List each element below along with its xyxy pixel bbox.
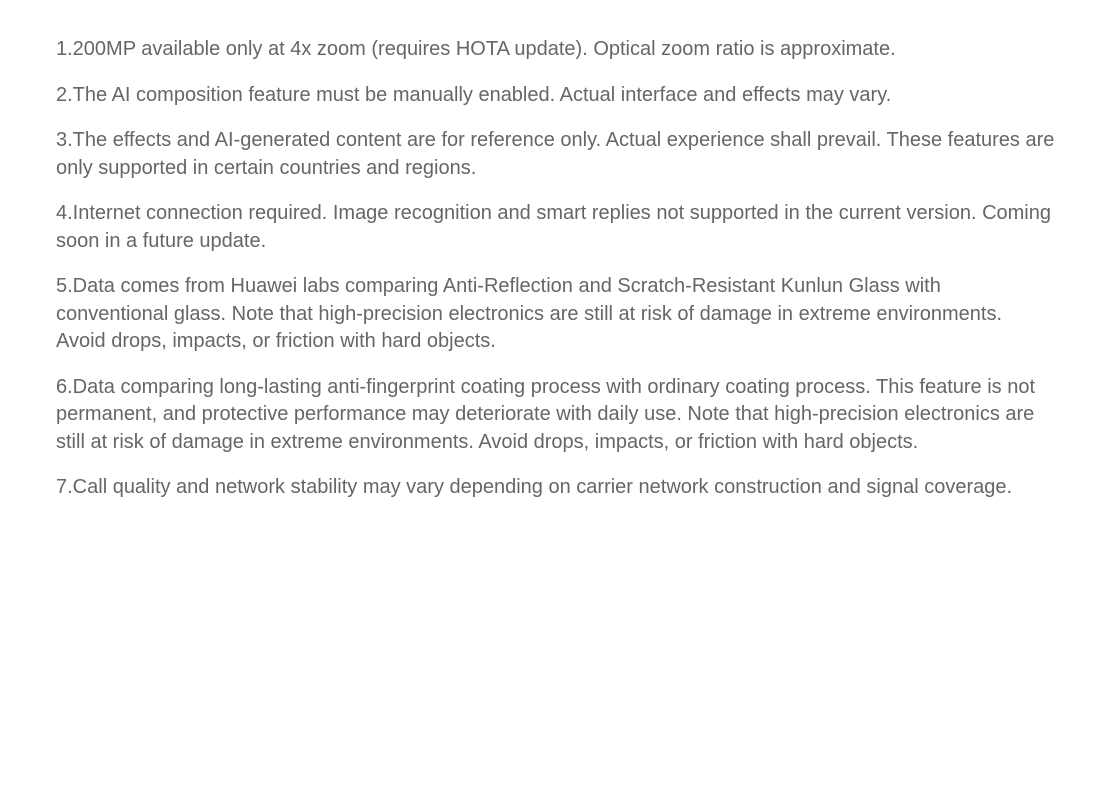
footnote-item: 3.The effects and AI-generated content are for reference only. Actual experience shall prevail. These features are only supported in certain countries and regions.: [56, 129, 1055, 179]
footnote-item: 2.The AI composition feature must be manually enabled. Actual interface and effects may vary.: [56, 83, 892, 106]
footnote-item: 4.Internet connection required. Image recognition and smart replies not supported in the current version. Coming soon in a future update.: [56, 202, 1051, 252]
footnote-item: 5.Data comes from Huawei labs comparing Anti-Reflection and Scratch-Resistant Kunlun Glass with conventional glass. Note that high-precision electronics are still at risk of damage in extreme environments. Avoid drops, impacts, or friction with hard objects.: [56, 275, 1003, 352]
footnote-item: 6.Data comparing long-lasting anti-fingerprint coating process with ordinary coating process. This feature is not permanent, and protective performance may deteriorate with daily use. Note that high-precision electronics are still at risk of damage in extreme environments. Avoid drops, impacts, or friction with hard objects.: [56, 375, 1036, 453]
footnote-item: 7.Call quality and network stability may vary depending on carrier network construction and signal coverage.: [56, 476, 1013, 498]
footnote-item: 1.200MP available only at 4x zoom (requires HOTA update). Optical zoom ratio is approximate.: [56, 38, 896, 60]
footnote-list: [56, 36, 1056, 520]
